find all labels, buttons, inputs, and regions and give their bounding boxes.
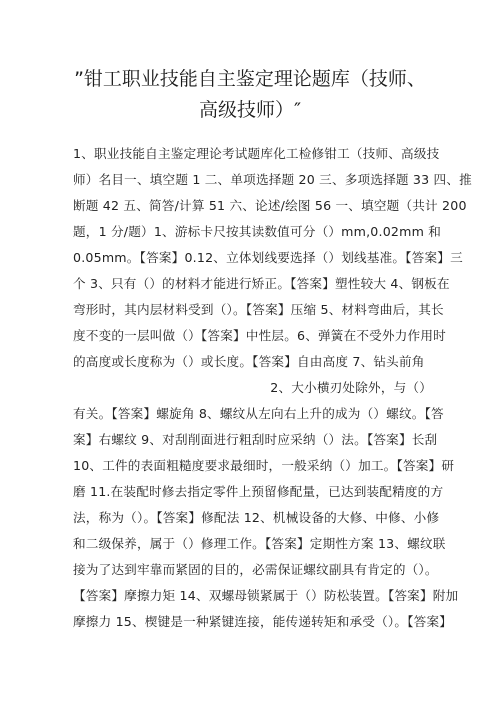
body-line: 个 3、只有（）的材料才能进行矫正。【答案】塑性较大 4、钢板在 xyxy=(73,276,450,291)
document-title-line-1: ”钳工职业技能自主鉴定理论题库（技师、 xyxy=(74,68,426,90)
body-line: 磨 11.在装配时修去指定零件上预留修配量，已达到装配精度的方 xyxy=(73,484,444,499)
body-line: 断题 42 五、简答/计算 51 六、论述/绘图 56 一、填空题（共计 200 xyxy=(73,198,467,213)
body-line: 接为了达到牢靠而紧固的目的，必需保证螺纹副具有肯定的（）。 xyxy=(73,562,438,577)
body-line: 案】右螺纹 9、对刮削面进行粗刮时应采纳（）法。【答案】长刮 xyxy=(73,432,438,447)
body-line: 10、工件的表面粗糙度要求最细时，一般采纳（）加工。【答案】研 xyxy=(73,458,455,473)
body-line: 弯形时，其内层材料受到（）。【答案】压缩 5、材料弯曲后，其长 xyxy=(73,302,444,317)
body-line: 师）名目一、填空题 1 二、单项选择题 20 三、多项选择题 33 四、推 xyxy=(73,172,472,187)
body-line: 摩擦力 15、楔键是一种紧键连接，能传递转矩和承受（）。【答案】 xyxy=(73,614,453,629)
body-line: 的高度或长度称为（）或长度。【答案】自由高度 7、钻头前角 xyxy=(73,354,425,369)
body-line: 2、大小横刃处除外，与（） xyxy=(270,380,432,395)
body-line: 有关。【答案】螺旋角 8、螺纹从左向右上升的成为（）螺纹。【答 xyxy=(73,406,444,421)
body-line: 1、职业技能自主鉴定理论考试题库化工检修钳工（技师、高级技 xyxy=(73,146,440,161)
document-title-line-2: 高级技师）″ xyxy=(198,99,302,121)
body-line: 【答案】摩擦力矩 14、双螺母锁紧属于（）防松装置。【答案】附加 xyxy=(73,588,459,603)
body-line: 和二级保养，属于（）修理工作。【答案】定期性方案 13、螺纹联 xyxy=(73,536,446,551)
body-line: 0.05mm。【答案】0.12、立体划线要选择（）划线基准。【答案】三 xyxy=(73,250,463,265)
body-line: 法，称为（）。【答案】修配法 12、机械设备的大修、中修、小修 xyxy=(73,510,440,525)
body-line: 题，1 分/题）1、游标卡尺按其读数值可分（）mm,0.02mm 和 xyxy=(73,224,442,239)
body-line: 度不变的一层叫做（）【答案】中性层。6、弹簧在不受外力作用时 xyxy=(73,328,446,343)
